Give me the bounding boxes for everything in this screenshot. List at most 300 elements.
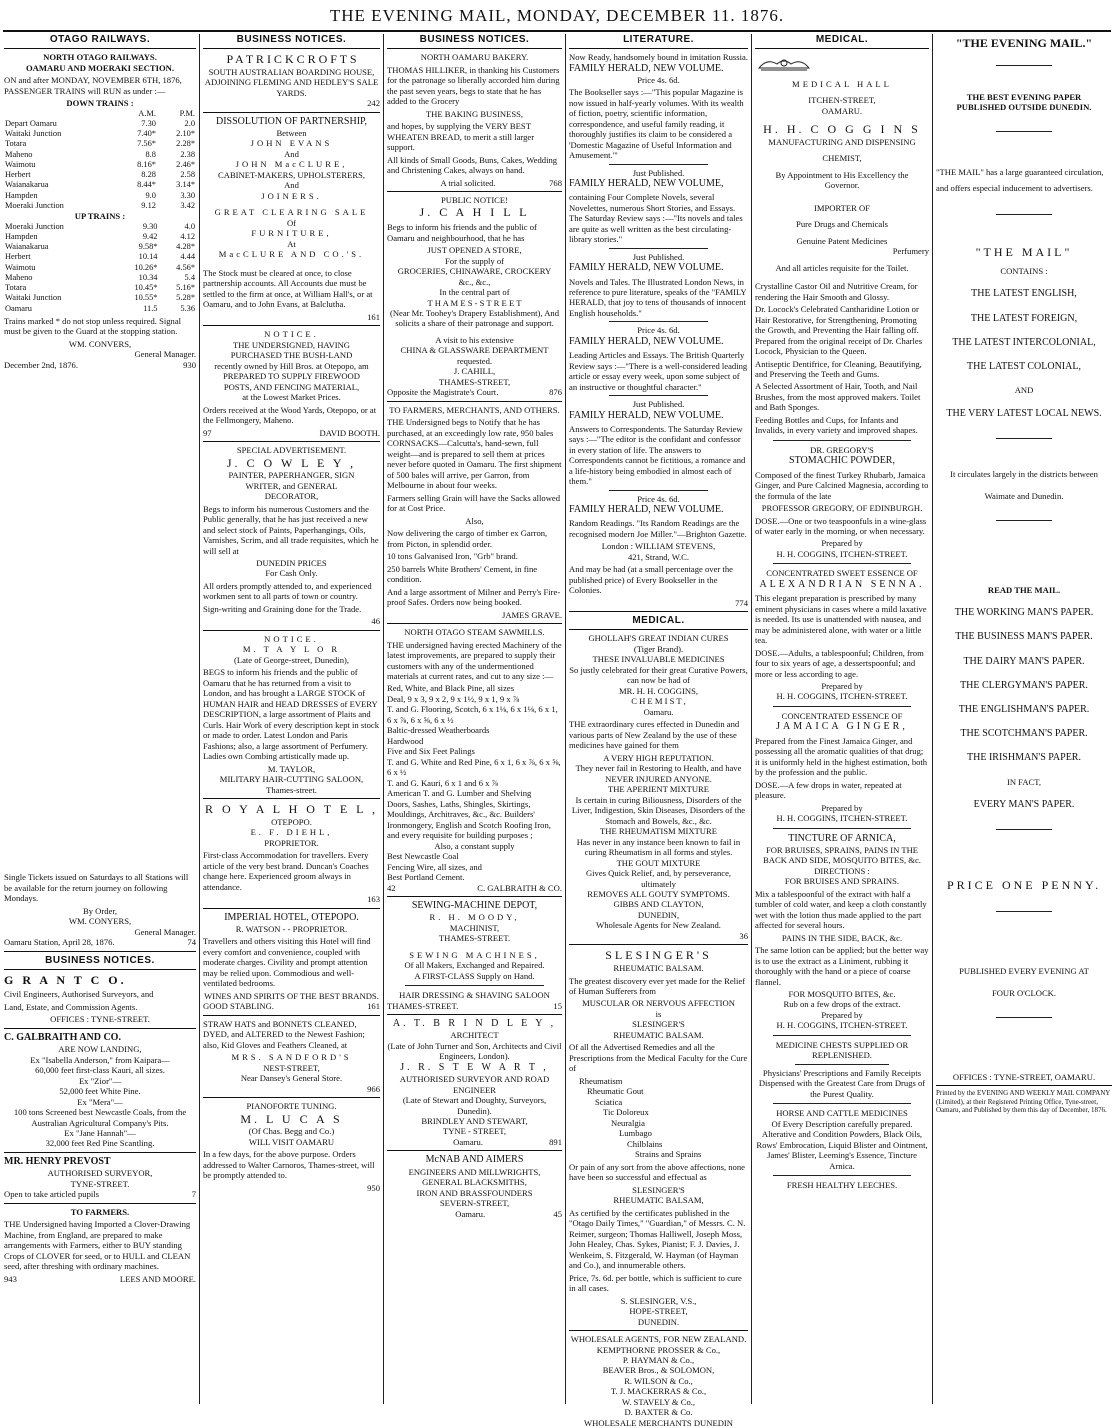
gregory-line: PROFESSOR GREGORY, OF EDINBURGH. xyxy=(761,503,923,514)
mail-line: It circulates largely in the districts between xyxy=(950,468,1098,479)
slesinger-line: S. SLESINGER, V.S., xyxy=(620,1295,697,1306)
taylor-line: M. TAYLOR, xyxy=(267,763,316,774)
sewing-line: THAMES-STREET. xyxy=(438,933,511,944)
gibbs-title: GIBBS AND CLAYTON, xyxy=(613,899,704,910)
list-item: THE VERY LATEST LOCAL NEWS. xyxy=(946,407,1102,419)
slesinger-line: Of all the Advertised Remedies and all the Prescriptions from the Medical Faculty for the Cure of xyxy=(569,1042,748,1074)
dissolution-line: Of xyxy=(286,217,297,228)
coggins-line: Governor. xyxy=(824,180,860,191)
cahill-line: JUST OPENED A STORE, xyxy=(427,245,522,256)
column-header: LITERATURE. xyxy=(569,34,748,49)
list-item: THE BUSINESS MAN'S PAPER. xyxy=(955,631,1093,643)
farmers-body: THE Undersigned having Imported a Clover-Drawing Machine, from England, are prepared to make arrangements with Farmers, either to BUY standing Crops of CLOVER for seed, or to HULL and CLEAN seed, after threshing with ordinary machines. xyxy=(4,1219,191,1272)
list-item: Chilblains xyxy=(627,1138,663,1149)
grave-line: Now delivering the cargo of timber ex Garron, from Picton, in splendid order. xyxy=(387,528,548,549)
slesinger-line: RHEUMATIC BALSAM, xyxy=(613,1195,704,1206)
column-divider xyxy=(751,34,752,1404)
published-line: Just Published. xyxy=(632,167,685,178)
imperial-line: GOOD STABLING. xyxy=(203,1001,274,1012)
family-herald-title: FAMILY HERALD, NEW VOLUME. xyxy=(569,262,724,274)
price-line: PRICE ONE PENNY. xyxy=(946,878,1102,893)
grave-line: 250 barrels White Brothers' Cement, in fine condition. xyxy=(387,563,538,585)
gibbs-line: DUNEDIN, xyxy=(637,909,680,920)
dissolution-line: JOINERS. xyxy=(261,190,322,201)
taylor-line: (Late of George-street, Dunedin), xyxy=(233,654,350,665)
ginger-title: JAMAICA GINGER, xyxy=(776,721,908,733)
cahill-line: requested. xyxy=(456,355,493,366)
slesinger-line: Or pain of any sort from the above affections, none have been so successful and effectual as xyxy=(569,1161,745,1183)
list-item: Tic Doloreux xyxy=(603,1107,649,1118)
shipment-line: 32,000 feet Red Pine Scantling. xyxy=(45,1138,155,1149)
railway-signature-2: WM. CONYERS, xyxy=(68,916,132,927)
list-item: Strains and Sprains xyxy=(635,1149,702,1160)
grave-body: THE Undersigned begs to Notify that he has purchased, at an exceedingly low rate, 950 bales CORNSACKS—Calcutta's, hand-sewn, full weight—and is prepared to sell them at prices never before quoted in Oamaru. The first shipment of 500 bales will arrive, per Garron, from Melbourne in about four weeks. xyxy=(387,417,562,491)
up-trains-table xyxy=(4,222,196,314)
ad-number: 930 xyxy=(183,359,196,370)
bakery-line: THE BAKING BUSINESS, xyxy=(425,108,524,119)
gholah-title: GHOLLAH'S GREAT INDIAN CURES xyxy=(588,633,729,644)
column-header: BUSINESS NOTICES. xyxy=(203,34,380,49)
table-row: Hampden 9.0 3.30 xyxy=(5,190,195,200)
coggins-line: Genuine Patent Medicines xyxy=(796,235,888,246)
directions-title: DIRECTIONS : xyxy=(814,865,870,876)
column-header: OTAGO RAILWAYS. xyxy=(4,34,196,49)
bakery-line: A trial solicited. xyxy=(440,177,496,188)
royal-crest-icon xyxy=(755,56,813,72)
royal-body: First-class Accommodation for travellers. Every article of the very best brand. Duncan's Coaches change here. Experienced groom always in attendance. xyxy=(203,850,369,892)
table-row: Totara 10.45* 5.16* xyxy=(5,283,195,293)
cowley-line: DECORATOR, xyxy=(264,491,319,502)
ad-number: 161 xyxy=(367,311,380,322)
gholah-line: So justly celebrated for their great Curative Powers, can now be had of xyxy=(569,664,748,686)
brindley-stewart-line: Oamaru. xyxy=(453,1136,483,1147)
medicine-chests: MEDICINE CHESTS SUPPLIED OR REPLENISHED. xyxy=(775,1039,909,1061)
galbraith-title: C. GALBRAITH AND CO. xyxy=(4,1031,121,1043)
directions-line: FOR MOSQUITO BITES, &c. xyxy=(788,988,896,999)
list-item: KEMPTHORNE PROSSER & Co., xyxy=(596,1344,721,1355)
sewing-line: SEWING MACHINES, xyxy=(409,949,540,960)
list-item: THE SCOTCHMAN'S PAPER. xyxy=(960,728,1088,740)
imperial-hotel-title: IMPERIAL HOTEL, OTEPOPO. xyxy=(224,911,359,923)
gibbs-line: Wholesale Agents for New Zealand. xyxy=(596,920,721,931)
arnica-line: FOR BRUISES, SPRAINS, PAINS IN THE BACK AND SIDE, MOSQUITO BITES, &c. xyxy=(763,844,921,866)
shipment-line: 60,000 feet first-class Kauri, all sizes. xyxy=(35,1065,165,1076)
published-line: Just Published. xyxy=(632,251,685,262)
list-item: Hardwood xyxy=(387,735,424,746)
table-row: Herbert 8.28 2.58 xyxy=(5,170,195,180)
cahill-line: THAMES-STREET, xyxy=(438,376,511,387)
list-item: Baltic-dressed Weatherboards xyxy=(387,725,490,736)
lucas-line: WILL VISIT OAMARU xyxy=(248,1136,335,1147)
table-row: Totara 7.56* 2.28* xyxy=(5,139,195,149)
railway-role-2: General Manager. xyxy=(134,926,196,937)
publisher-line: 421, Strand, W.C. xyxy=(627,551,690,562)
royal-hotel-title: R O Y A L H O T E L , xyxy=(204,802,379,817)
read-the-mail: READ THE MAIL. xyxy=(987,584,1061,595)
list-item: P. HAYMAN & Co., xyxy=(622,1354,695,1365)
cowley-line: WRITER, and GENERAL xyxy=(245,480,338,491)
product-desc: Antiseptic Dentifrice, for Cleaning, Beautifying, and Preserving the Teeth and Gums. xyxy=(755,358,922,379)
horse-body: Of Every Description carefully prepared. Alterative and Condition Powders, Black Oils, Rows' Embrocation, Liquid Blister and Ointment, James' Blister, Leeming's Essence, Tincture Arnica. xyxy=(756,1118,928,1171)
dissolution-line: FURNITURE, xyxy=(251,228,332,239)
prevost-line: AUTHORISED SURVEYOR, xyxy=(47,1168,153,1179)
family-herald-body: Answers to Correspondents. The Saturday Review says :—"The editor is the confidant and confessor in every station of life. The answers to Correspondents cannot be fictitious, a romance and a life-history being embodied in almost each of them." xyxy=(569,423,746,487)
brindley-line: ARCHITECT xyxy=(450,1030,499,1041)
imprint-line: Printed by the EVENING AND WEEKLY MAIL COMPANY (Limited), at their Registered Printing Office, Tyne-street, Oamaru, and Published by them this day of December, 1876. xyxy=(936,1089,1111,1115)
slesinger-line: RHEUMATIC BALSAM. xyxy=(613,963,704,974)
grave-line: Farmers selling Grain will have the Sacks allowed for at Cost Price. xyxy=(387,492,561,514)
bakery-line: All kinds of Small Goods, Buns, Cakes, Wedding and Christening Cakes, always on hand. xyxy=(387,154,558,176)
grant-line: Civil Engineers, Authorised Surveyors, and xyxy=(4,989,154,1000)
booth-line: POSTS, AND FENCING MATERIAL, xyxy=(223,381,360,392)
cahill-line: Opposite the Magistrate's Court. xyxy=(387,387,499,398)
list-item: American T. and G. Lumber and Shelving xyxy=(387,788,532,799)
imperial-body: Travellers and others visiting this Hotel will find every comfort and convenience, coupled with moderate charges. Civility and prompt attention may be relied upon. Commodious and well-ventilated bedrooms. xyxy=(203,936,371,989)
slesinger-line: SLESINGER'S xyxy=(632,1019,685,1030)
sawmills-title: NORTH OTAGO STEAM SAWMILLS. xyxy=(404,627,545,638)
mail-line: AND xyxy=(1014,385,1034,396)
coggins-line: By Appointment to His Excellency the xyxy=(775,169,909,180)
list-item: THE CLERGYMAN'S PAPER. xyxy=(960,679,1088,691)
imperial-line: WINES AND SPIRITS OF THE BEST BRANDS. xyxy=(204,990,379,1001)
cahill-line: T H A M E S - S T R E E T xyxy=(427,297,522,308)
sandford-line: MRS. SANDFORD'S xyxy=(231,1052,352,1063)
gholah-line: A VERY HIGH REPUTATION. xyxy=(603,752,714,763)
senna-title: ALEXANDRIAN SENNA. xyxy=(759,578,925,590)
railway-signature: WM. CONVERS, xyxy=(68,338,132,349)
table-row: Waianakarua 9.58* 4.28* xyxy=(5,242,195,252)
crofts-title: P A T R I C K C R O F T S xyxy=(226,52,357,67)
senna-line: CONCENTRATED SWEET ESSENCE OF xyxy=(766,568,918,579)
railway-intro: ON and after MONDAY, NOVEMBER 6TH, 1876, PASSENGER TRAINS will RUN as under :— xyxy=(4,75,182,96)
gregory-title: STOMACHIC POWDER, xyxy=(789,455,895,467)
railway-role: General Manager. xyxy=(134,349,196,360)
column-divider xyxy=(565,34,566,1404)
blank-space xyxy=(4,370,196,870)
slesinger-line: Price, 7s. 6d. per bottle, which is sufficient to cure in all cases. xyxy=(569,1272,742,1294)
prepared-line: H. H. COGGINS, ITCHEN-STREET. xyxy=(776,548,908,559)
stewart-line: (Late of Stewart and Doughty, Surveyors, Dunedin). xyxy=(402,1095,547,1116)
booth-line: PURCHASED THE BUSH-LAND xyxy=(230,350,353,361)
leeches-line: FRESH HEALTHY LEECHES. xyxy=(786,1180,898,1191)
booth-line: recently owned by Hill Bros. at Otepopo, am xyxy=(214,360,369,371)
sandford-line: Near Dansey's General Store. xyxy=(240,1073,343,1084)
ad-number: 46 xyxy=(371,616,380,627)
senna-body: This elegant preparation is prescribed by many eminent physicians in cases where a mild laxative is needed. Its use is unattended with nausea, and may be administered alone, with water or a little tea. xyxy=(755,593,927,646)
down-trains-title: DOWN TRAINS : xyxy=(66,98,134,109)
taylor-line: Thames-street. xyxy=(266,784,317,795)
prepared-line: H. H. COGGINS, ITCHEN-STREET. xyxy=(776,1020,908,1031)
ad-number: 42 xyxy=(387,882,396,893)
prepared-line: Prepared by xyxy=(821,802,863,813)
slesinger-line: HOPE-STREET, xyxy=(629,1306,688,1317)
mail-line: Waimate and Dunedin. xyxy=(984,491,1064,502)
column-divider xyxy=(383,34,384,1404)
gholah-line: MR. H. H. COGGINS, xyxy=(618,685,699,696)
ginger-body: Prepared from the Finest Jamaica Ginger, and possessing all the aromatic qualities of that drug; it is uniformly held in the highest estimation, both by the profession and the public. xyxy=(755,735,928,778)
directions-line: PAINS IN THE SIDE, BACK, &c. xyxy=(781,932,903,943)
cowley-title: J. C O W L E Y , xyxy=(226,455,357,470)
medical-line: OAMARU. xyxy=(821,105,863,116)
royal-line: PROPRIETOR. xyxy=(264,837,319,848)
ad-number: 97 xyxy=(203,427,212,438)
ad-number: 876 xyxy=(549,387,562,398)
taylor-title: M. T A Y L O R xyxy=(242,644,341,655)
gregory-title: DR. GREGORY'S xyxy=(810,444,874,455)
ad-number: 966 xyxy=(367,1083,380,1094)
coggins-line: MANUFACTURING AND DISPENSING xyxy=(768,136,916,147)
slesinger-line: RHEUMATIC BALSAM. xyxy=(613,1029,704,1040)
mail-line: THE BEST EVENING PAPER xyxy=(966,91,1082,102)
ad-number: 242 xyxy=(367,98,380,109)
list-item: Rheumatism xyxy=(579,1075,623,1086)
list-item: Sciatica xyxy=(595,1096,623,1107)
farmers-signature: LEES AND MOORE. xyxy=(119,1273,196,1284)
arnica-title: TINCTURE OF ARNICA, xyxy=(788,832,896,844)
directions-body: Rub on a few drops of the extract. xyxy=(783,999,901,1010)
cahill-line: &c., &c., xyxy=(458,276,491,287)
prevost-line: TYNE-STREET. xyxy=(70,1178,130,1189)
wholesale-title: WHOLESALE AGENTS, FOR NEW ZEALAND. xyxy=(570,1334,747,1345)
coggins-line: And all articles requisite for the Toilet. xyxy=(775,262,909,273)
mail-line: IN FACT, xyxy=(1006,776,1042,787)
cahill-line: In the central part of xyxy=(439,287,510,298)
gholah-line: NEVER INJURED ANYONE. xyxy=(605,773,712,784)
gholah-body: THE extraordinary cures effected in Dunedin and various parts of New Zealand by the use of these medicines have gained for them xyxy=(569,719,740,751)
mail-title-2: "THE MAIL" xyxy=(975,245,1073,260)
ad-number: 36 xyxy=(739,930,748,941)
slesinger-body: The greatest discovery ever yet made for the Relief of Human Sufferers from xyxy=(569,975,746,996)
single-tickets: Single Tickets issued on Saturdays to all Stations will be available for the return journey on following Mondays. xyxy=(4,872,189,904)
column-header: BUSINESS NOTICES. xyxy=(387,34,562,49)
prevost-title: MR. HENRY PREVOST xyxy=(4,1155,111,1167)
gholah-line: THESE INVALUABLE MEDICINES xyxy=(592,654,725,665)
horse-title: HORSE AND CATTLE MEDICINES xyxy=(776,1108,908,1119)
notice-title: NOTICE. xyxy=(264,329,319,340)
shipment-line: 52,000 feet White Pine. xyxy=(59,1086,141,1097)
family-herald-title: FAMILY HERALD, NEW VOLUME, xyxy=(569,178,724,190)
list-item: BEAVER Bros., & SOLOMON, xyxy=(602,1365,715,1376)
shipment-line: Ex "Zior"— xyxy=(78,1075,122,1086)
cahill-line: GROCERIES, CHINAWARE, CROCKERY xyxy=(397,266,552,277)
prepared-line: H. H. COGGINS, ITCHEN-STREET. xyxy=(776,813,908,824)
sawmills-line: Fencing Wire, all sizes, and xyxy=(387,861,482,872)
dissolution-line: JOHN MacCLURE, xyxy=(235,159,348,170)
mcnab-line: IRON AND BRASSFOUNDERS xyxy=(416,1187,533,1198)
dissolution-line: JOHN EVANS xyxy=(250,138,333,149)
up-trains-title: UP TRAINS : xyxy=(74,211,126,222)
grave-line: Also, xyxy=(465,515,484,526)
prevost-line: Open to take articled pupils xyxy=(4,1189,99,1200)
table-row: Waimotu 8.16* 2.46* xyxy=(5,159,195,169)
royal-line: OTEPOPO. xyxy=(271,816,312,827)
grave-line: 10 tons Galvanised Iron, "Grb" brand. xyxy=(387,551,518,562)
grant-offices: OFFICES : TYNE-STREET. xyxy=(50,1014,150,1025)
list-item: T. and G. Flooring, Scotch, 6 x 1⅛, 6 x 1⅛, 6 x 1, 6 x ⅞, 6 x ⅝, 6 x ½ xyxy=(387,704,558,725)
ad-number: 950 xyxy=(367,1182,380,1193)
prepared-line: Prepared by xyxy=(821,680,863,691)
sawmills-line: Best Newcastle Coal xyxy=(387,851,459,862)
crofts-line: ADJOINING FLEMING AND HEDLEY'S SALE YARDS. xyxy=(204,77,379,98)
crofts-line: SOUTH AUSTRALIAN BOARDING HOUSE, xyxy=(208,66,375,77)
by-order: By Order, xyxy=(82,905,118,916)
gholah-line: (Tiger Brand). xyxy=(633,643,684,654)
wholesale-line: WHOLESALE MERCHANTS DUNEDIN xyxy=(584,1417,733,1428)
table-row: Maheno 8.8 2.38 xyxy=(5,149,195,159)
directions-body: Mix a tablespoonful of the extract with half a tumbler of cold water, and keep a cloth constantly wet with the lotion thus made applied to the part affected for several hours. xyxy=(755,888,927,931)
shipment-line: Ex "Mera"— xyxy=(77,1096,123,1107)
coggins-line: IMPORTER OF xyxy=(813,202,871,213)
column-business-1 xyxy=(203,34,380,1404)
prepared-line: H. H. COGGINS, ITCHEN-STREET. xyxy=(776,691,908,702)
special-ad-title: SPECIAL ADVERTISEMENT. xyxy=(236,445,347,456)
booth-line: Orders received at the Wood Yards, Otepopo, or at the Fellmongery, Maheno. xyxy=(203,404,377,426)
dissolution-line: And xyxy=(284,148,299,159)
taylor-body: BEGS to inform his friends and the public of Oamaru that he has returned from a visit to London, and has brought a LARGE STOCK of HUMAN HAIR and HEAD DRESSES of EVERY DESCRIPTION, a large assortment of Plaits and Curls. Hair Work of every description kept in stock or made to order. Latest London and Paris Fashions; also, a large assortment of Perfumery. Ladies own Combing artistically made up. xyxy=(203,667,379,762)
list-item: THE LATEST FOREIGN, xyxy=(970,312,1078,324)
lucas-title: M. L U C A S xyxy=(240,1111,343,1126)
booth-signature: DAVID BOOTH. xyxy=(319,427,380,438)
ad-number: 163 xyxy=(367,894,380,905)
cahill-body: Begs to inform his friends and the public of Oamaru and neighbourhood, that he has xyxy=(387,222,537,243)
publisher-line: And may be had (at a small percentage over the published price) of Every Bookseller in the Colonies. xyxy=(569,564,733,596)
piano-title: PIANOFORTE TUNING. xyxy=(246,1101,337,1112)
table-row: Waimotu 10.26* 4.56* xyxy=(5,262,195,272)
notice-title: NOTICE. xyxy=(264,633,319,644)
list-item: THE IRISHMAN'S PAPER. xyxy=(967,752,1081,764)
table-row: Depart Oamaru 7.30 2.0 xyxy=(5,118,195,128)
cowley-line: PAINTER, PAPERHANGER, SIGN xyxy=(228,470,355,481)
list-item: THE WORKING MAN'S PAPER. xyxy=(954,607,1094,619)
product-desc: Crystalline Castor Oil and Nutritive Cream, for rendering the Hair Smooth and Glossy. xyxy=(755,281,918,302)
price-line: Price 4s. 6d. xyxy=(637,74,680,85)
straw-hats-body: STRAW HATS and BONNETS CLEANED, DYED, and ALTERED to the Newest Fashion; also, Kid Gloves and Feathers Cleaned, at xyxy=(203,1018,365,1050)
table-row: Waianakarua 8.44* 3.14* xyxy=(5,180,195,190)
family-herald-title: FAMILY HERALD, NEW VOLUME. xyxy=(569,504,724,516)
table-row: Waitaki Junction 7.40* 2.10* xyxy=(5,129,195,139)
column-divider xyxy=(199,34,200,1404)
list-item: T. J. MACKERRAS & Co., xyxy=(610,1386,707,1397)
lucas-line: (Of Chas. Begg and Co.) xyxy=(248,1126,335,1137)
product-desc: Dr. Locock's Celebrated Cantharidine Lotion or Hair Restorative, for Strengthening, Promoting the Growth, and Preventing the Hair falling off. Prepared from the original receipt of Dr. Charles Locock, Physician to the Queen. xyxy=(755,304,923,357)
mcnab-line: SEVERN-STREET, xyxy=(439,1198,510,1209)
imperial-line: R. WATSON - - PROPRIETOR. xyxy=(235,923,348,934)
table-row: Oamaru 11.5 5.36 xyxy=(5,303,195,313)
slesinger-title: SLESINGER'S xyxy=(605,948,712,963)
published-line: PUBLISHED EVERY EVENING AT xyxy=(959,965,1089,976)
column-business-2 xyxy=(387,34,562,1404)
galbraith-sub: ARE NOW LANDING, xyxy=(58,1044,142,1055)
table-row: Waitaki Junction 10.55* 5.28* xyxy=(5,293,195,303)
sewing-line: R. H. MOODY, xyxy=(429,912,520,923)
family-herald-body: Novels and Tales. The Illustrated London News, in reference to pure literature, speaks of the "FAMILY HERALD, that joy to tens of thousands of innocent English households." xyxy=(569,276,747,318)
cowley-line: All orders promptly attended to, and experienced workmen sent to all parts of town or country. xyxy=(203,580,372,602)
ginger-line: CONCENTRATED ESSENCE OF xyxy=(781,710,903,721)
price-line: Price 4s. 6d. xyxy=(637,325,680,336)
ad-number: 891 xyxy=(549,1136,562,1147)
gregory-dose: DOSE.—One or two teaspoonfuls in a wine-glass of water early in the morning, or when necessary. xyxy=(755,515,927,536)
cahill-line: (Near Mr. Toohey's Drapery Establishment), And solicits a share of their patronage and support. xyxy=(389,307,560,329)
masthead-rule xyxy=(3,30,1111,32)
directions-body: The same lotion can be applied; but the better way is to use the extract as a Liniment, rubbing it thoroughly with the hand or a piece of coarse flannel. xyxy=(755,945,929,987)
grave-title: TO FARMERS, MERCHANTS, AND OTHERS. xyxy=(389,404,560,415)
hair-saloon-line: THAMES-STREET. xyxy=(387,1000,459,1011)
brindley-title: A. T. B R I N D L E Y , xyxy=(392,1018,557,1030)
cahill-line: For the supply of xyxy=(445,255,504,266)
sawmills-body: THE undersigned having erected Machinery of the latest improvements, are prepared to supply their customers with any of the undermentioned materials at current rates, and cut to any size :— xyxy=(387,639,562,681)
slesinger-line: As certified by the certificates published in the "Otago Daily Times," "Guardian," of Messrs. C. N. Reimer, surgeon; Thomas Halliwell, Joseph Moss, John Healey, Chas. Sykes, Pianist; F. J. Davies, J. Wenkeim, S. Fitzgerald, W. Hayman (of Hayman and Co.), and innumerable others. xyxy=(569,1207,746,1271)
mail-line: EVERY MAN'S PAPER. xyxy=(973,799,1075,811)
prepared-line: Prepared by xyxy=(821,1009,863,1020)
slesinger-line: MUSCULAR OR NERVOUS AFFECTION xyxy=(582,998,735,1009)
stewart-line: AUTHORISED SURVEYOR AND ROAD ENGINEER xyxy=(399,1074,550,1095)
sewing-depot-title: SEWING-MACHINE DEPOT, xyxy=(411,900,538,912)
brindley-line: (Late of John Turner and Son, Architects and Civil Engineers, London). xyxy=(387,1040,562,1062)
list-item: THE LATEST COLONIAL, xyxy=(967,360,1081,372)
shipment-line: 100 tons Screened best Newcastle Coals, from the Australian Agricultural Company's Pits. xyxy=(13,1107,187,1128)
lucas-body: In a few days, for the above purpose. Orders addressed to Walter Carnoros, Thames-street, will be promptly attended to. xyxy=(203,1149,375,1181)
rheumatism-title: THE RHEUMATISM MIXTURE xyxy=(600,826,717,837)
list-item: T. and G. White and Red Pine, 6 x 1, 6 x ⅞, 6 x ⅝, 6 x ½ xyxy=(387,756,561,778)
station-date: Oamaru Station, April 28, 1876. xyxy=(4,937,115,948)
railway-section: OAMARU AND MOERAKI SECTION. xyxy=(25,62,174,73)
prescriptions-line: Physicians' Prescriptions and Family Receipts Dispensed with the Greatest Care from Drugs of the Purest Quality. xyxy=(758,1067,926,1099)
cahill-line: J. CAHILL, xyxy=(453,366,496,377)
grave-signature: JAMES GRAVE. xyxy=(501,609,562,620)
business-notices-header: BUSINESS NOTICES. xyxy=(4,955,196,970)
product-desc: Feeding Bottles and Cups, for Infants and Invalids, in every variety and improved shapes. xyxy=(755,414,918,436)
list-item: Doors, Sashes, Laths, Shingles, Skirtings, Mouldings, Architraves, &c., &c. Builders' Ironmongery, English and Scotch Roofing Iron, and every requisite for building purposes ; xyxy=(387,798,551,841)
dissolution-title: DISSOLUTION OF PARTNERSHIP, xyxy=(215,115,367,127)
list-item: Neuralgia xyxy=(611,1117,645,1128)
ad-number: 45 xyxy=(553,1208,562,1219)
family-herald-title: FAMILY HERALD, NEW VOLUME. xyxy=(569,62,724,74)
literature-line: Now Ready, handsomely bound in imitation Russia. xyxy=(569,52,748,63)
mcnab-line: ENGINEERS AND MILLWRIGHTS, xyxy=(408,1166,541,1177)
dissolution-line: At xyxy=(287,238,296,249)
family-herald-title: FAMILY HERALD, NEW VOLUME. xyxy=(569,335,724,347)
list-item: Lumbago xyxy=(619,1128,652,1139)
booth-line: at the Lowest Market Prices. xyxy=(242,392,341,403)
prepared-line: Prepared by xyxy=(821,538,863,549)
family-herald-body: containing Four Complete Novels, several Novelettes, numerous Short Stories, and Essays. The Saturday Review says :—"Its novels and tales are quite as well written as the best circulating-library stories." xyxy=(569,192,743,245)
cowley-line: For Cash Only. xyxy=(265,568,318,579)
sewing-line: Of all Makers, Exchanged and Repaired. xyxy=(404,960,545,971)
public-notice-title: PUBLIC NOTICE! xyxy=(440,195,509,205)
list-item: W. STAVELY & Co., xyxy=(621,1396,696,1407)
published-line: Just Published. xyxy=(632,399,685,410)
published-line: FOUR O'CLOCK. xyxy=(991,988,1057,999)
aperient-title: THE APERIENT MIXTURE xyxy=(607,784,710,795)
family-herald-body: Random Readings. "Its Random Readings are the recognised modern Joe Miller."—Brighton Gazette. xyxy=(569,518,747,539)
gout-title: THE GOUT MIXTURE xyxy=(616,857,701,868)
list-item: THE DAIRY MAN'S PAPER. xyxy=(963,655,1085,667)
ad-number: 774 xyxy=(735,597,748,608)
rheumatism-body: Has never in any instance been known to fail in curing Rheumatism in all forms and styles. xyxy=(576,836,741,858)
sawmills-line: Best Portland Cement. xyxy=(387,872,465,883)
dissolution-line: And xyxy=(284,180,299,191)
shipment-line: Ex "Isabella Anderson," from Kaipara— xyxy=(30,1054,170,1065)
list-item: Deal, 9 x 3, 9 x 2, 9 x 1½, 9 x 1, 9 x ⅞ xyxy=(387,693,520,704)
coggins-title: H. H. C O G G I N S xyxy=(763,122,921,137)
table-row: Maheno 10.34 5.4 xyxy=(5,272,195,282)
dissolution-line: Between xyxy=(276,127,307,138)
list-item: D. BAXTER & Co. xyxy=(624,1407,693,1418)
stewart-title: J. R. S T E W A R T , xyxy=(400,1061,549,1073)
coggins-line: Pure Drugs and Chemicals xyxy=(796,219,888,230)
hair-saloon-title: HAIR DRESSING & SHAVING SALOON xyxy=(399,990,550,1001)
ginger-dose: DOSE.—A few drops in water, repeated at pleasure. xyxy=(755,779,902,801)
